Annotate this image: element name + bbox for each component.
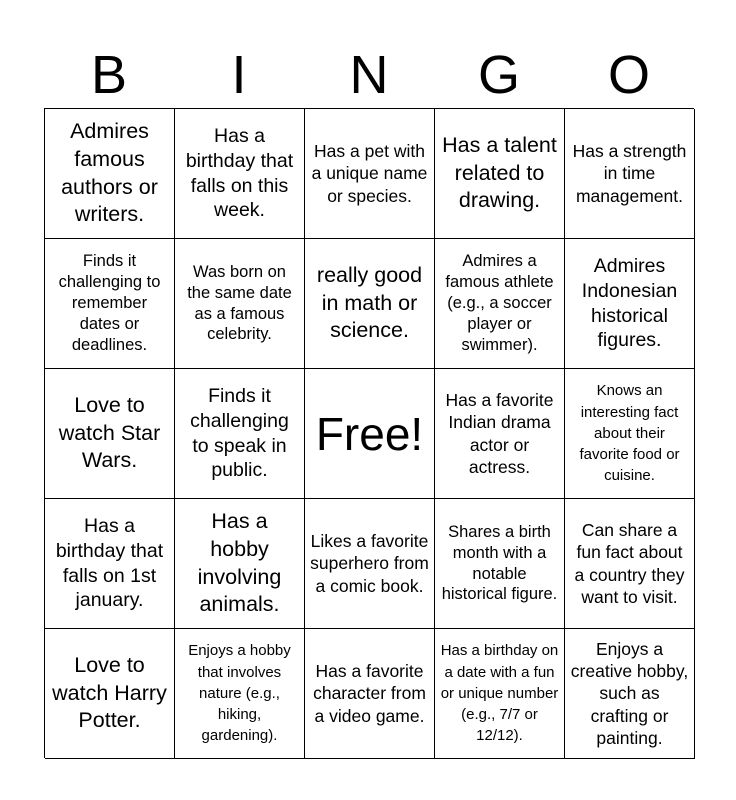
bingo-cell[interactable] xyxy=(175,499,305,629)
bingo-cell[interactable] xyxy=(175,629,305,759)
bingo-cell[interactable] xyxy=(435,499,565,629)
cell-text: Enjoys a hobby that involves nature (e.g., hiking, gardening). xyxy=(188,642,291,745)
bingo-cell[interactable] xyxy=(565,499,695,629)
bingo-cell[interactable] xyxy=(45,629,175,759)
bingo-cell[interactable] xyxy=(175,239,305,369)
bingo-cell[interactable] xyxy=(435,629,565,759)
cell-text: Enjoys a creative hobby, such as crafting or painting. xyxy=(570,638,689,749)
bingo-cell[interactable] xyxy=(435,239,565,369)
bingo-cell[interactable] xyxy=(45,499,175,629)
bingo-cell[interactable] xyxy=(305,629,435,759)
bingo-board xyxy=(44,108,694,758)
cell-text: Has a favorite character from a video game. xyxy=(313,660,426,726)
bingo-cell[interactable] xyxy=(45,109,175,239)
cell-text: Has a favorite Indian drama actor or actress. xyxy=(445,389,554,477)
header-letter-g: G xyxy=(477,45,520,105)
free-space-text: Free! xyxy=(315,407,424,460)
bingo-cell[interactable] xyxy=(175,369,305,499)
cell-text: Finds it challenging to remember dates or deadlines. xyxy=(58,252,161,354)
bingo-cell[interactable] xyxy=(45,369,175,499)
bingo-cell[interactable] xyxy=(45,239,175,369)
bingo-cell[interactable] xyxy=(435,109,565,239)
cell-text: Shares a birth month with a notable historical figure. xyxy=(441,522,558,604)
cell-text: Love to watch Harry Potter. xyxy=(52,652,167,733)
cell-text: Likes a favorite superhero from a comic book. xyxy=(310,530,429,596)
cell-text: Love to watch Star Wars. xyxy=(58,392,161,473)
header-letter-o: O xyxy=(607,45,650,105)
bingo-cell[interactable] xyxy=(565,239,695,369)
header-letter-n: N xyxy=(349,45,389,105)
cell-text: Admires a famous athlete (e.g., a soccer player or swimmer). xyxy=(445,252,554,354)
cell-text: Can share a fun fact about a country they want to visit. xyxy=(574,519,685,607)
free-space[interactable] xyxy=(305,369,435,499)
bingo-cell[interactable] xyxy=(565,369,695,499)
bingo-cell[interactable] xyxy=(305,499,435,629)
cell-text: Knows an interesting fact about their favorite food or cuisine. xyxy=(579,382,680,485)
cell-text: Has a talent related to drawing. xyxy=(442,132,557,213)
bingo-cell[interactable] xyxy=(305,239,435,369)
cell-text: Finds it challenging to speak in public. xyxy=(190,384,289,482)
header-letter-b: B xyxy=(90,45,128,105)
bingo-cell[interactable] xyxy=(305,109,435,239)
bingo-cell[interactable] xyxy=(565,109,695,239)
cell-text: Has a birthday on a date with a fun or unique number (e.g., 7/7 or 12/12). xyxy=(440,642,559,745)
cell-text: Admires Indonesian historical figures. xyxy=(581,254,678,352)
bingo-cell[interactable] xyxy=(565,629,695,759)
cell-text: Has a birthday that falls on this week. xyxy=(185,124,294,222)
cell-text: Has a hobby involving animals. xyxy=(197,508,282,617)
cell-text: Has a birthday that falls on 1st january. xyxy=(55,514,164,612)
cell-text: Was born on the same date as a famous celebrity. xyxy=(187,262,292,344)
header-letter-i: I xyxy=(231,45,247,105)
cell-text: Has a strength in time management. xyxy=(572,140,687,206)
cell-text: Has a pet with a unique name or species. xyxy=(311,140,428,206)
bingo-cell[interactable] xyxy=(175,109,305,239)
bingo-cell[interactable] xyxy=(435,369,565,499)
bingo-header xyxy=(44,44,694,106)
cell-text: Admires famous authors or writers. xyxy=(61,118,158,227)
cell-text: really good in math or science. xyxy=(316,262,423,343)
